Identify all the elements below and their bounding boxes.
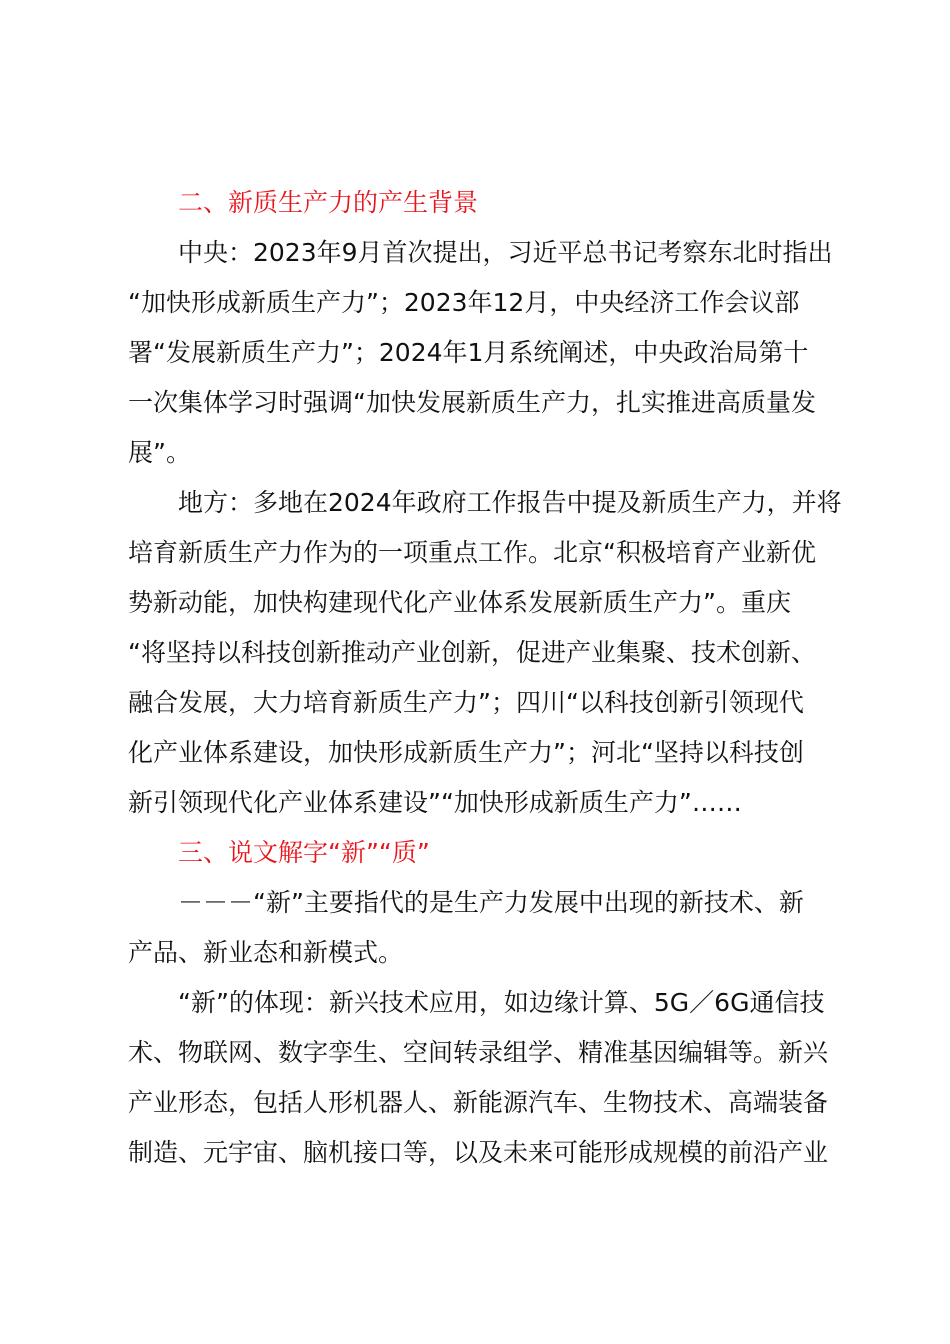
paragraph-central-line-1: 中央：2023年9月首次提出，习近平总书记考察东北时指出 bbox=[178, 238, 833, 267]
paragraph-local-line-7: 新引领现代化产业体系建设”“加快形成新质生产力”…… bbox=[128, 788, 742, 817]
paragraph-local-line-2: 培育新质生产力作为的一项重点工作。北京“积极培育产业新优 bbox=[128, 538, 816, 567]
paragraph-local-line-1: 地方：多地在2024年政府工作报告中提及新质生产力，并将 bbox=[178, 488, 842, 517]
paragraph-central-line-4: 一次集体学习时强调“加快发展新质生产力，扎实推进高质量发 bbox=[128, 388, 816, 417]
paragraph-xin-embodiment-line-1: “新”的体现：新兴技术应用，如边缘计算、5G／6G通信技 bbox=[178, 988, 825, 1017]
paragraph-xin-meaning-line-1: －－－“新”主要指代的是生产力发展中出现的新技术、新 bbox=[178, 888, 804, 917]
paragraph-xin-embodiment-line-2: 术、物联网、数字孪生、空间转录组学、精准基因编辑等。新兴 bbox=[128, 1038, 829, 1067]
paragraph-central-line-2: “加快形成新质生产力”；2023年12月，中央经济工作会议部 bbox=[128, 288, 800, 317]
paragraph-xin-embodiment-line-3: 产业形态，包括人形机器人、新能源汽车、生物技术、高端装备 bbox=[128, 1088, 829, 1117]
paragraph-local-line-3: 势新动能，加快构建现代化产业体系发展新质生产力”。重庆 bbox=[128, 588, 791, 617]
paragraph-central-line-5: 展”。 bbox=[128, 438, 191, 467]
section-heading-xin-zhi: 三、说文解字“新”“质” bbox=[178, 838, 430, 867]
paragraph-local-line-5: 融合发展，大力培育新质生产力”；四川“以科技创新引领现代 bbox=[128, 688, 804, 717]
paragraph-local-line-4: “将坚持以科技创新推动产业创新，促进产业集聚、技术创新、 bbox=[128, 638, 816, 667]
paragraph-xin-embodiment-line-4: 制造、元宇宙、脑机接口等，以及未来可能形成规模的前沿产业 bbox=[128, 1138, 829, 1167]
paragraph-central-line-3: 署“发展新质生产力”；2024年1月系统阐述，中央政治局第十 bbox=[128, 338, 809, 367]
paragraph-xin-meaning-line-2: 产品、新业态和新模式。 bbox=[128, 938, 404, 967]
section-heading-background: 二、新质生产力的产生背景 bbox=[178, 188, 479, 217]
paragraph-local-line-6: 化产业体系建设，加快形成新质生产力”；河北“坚持以科技创 bbox=[128, 738, 804, 767]
